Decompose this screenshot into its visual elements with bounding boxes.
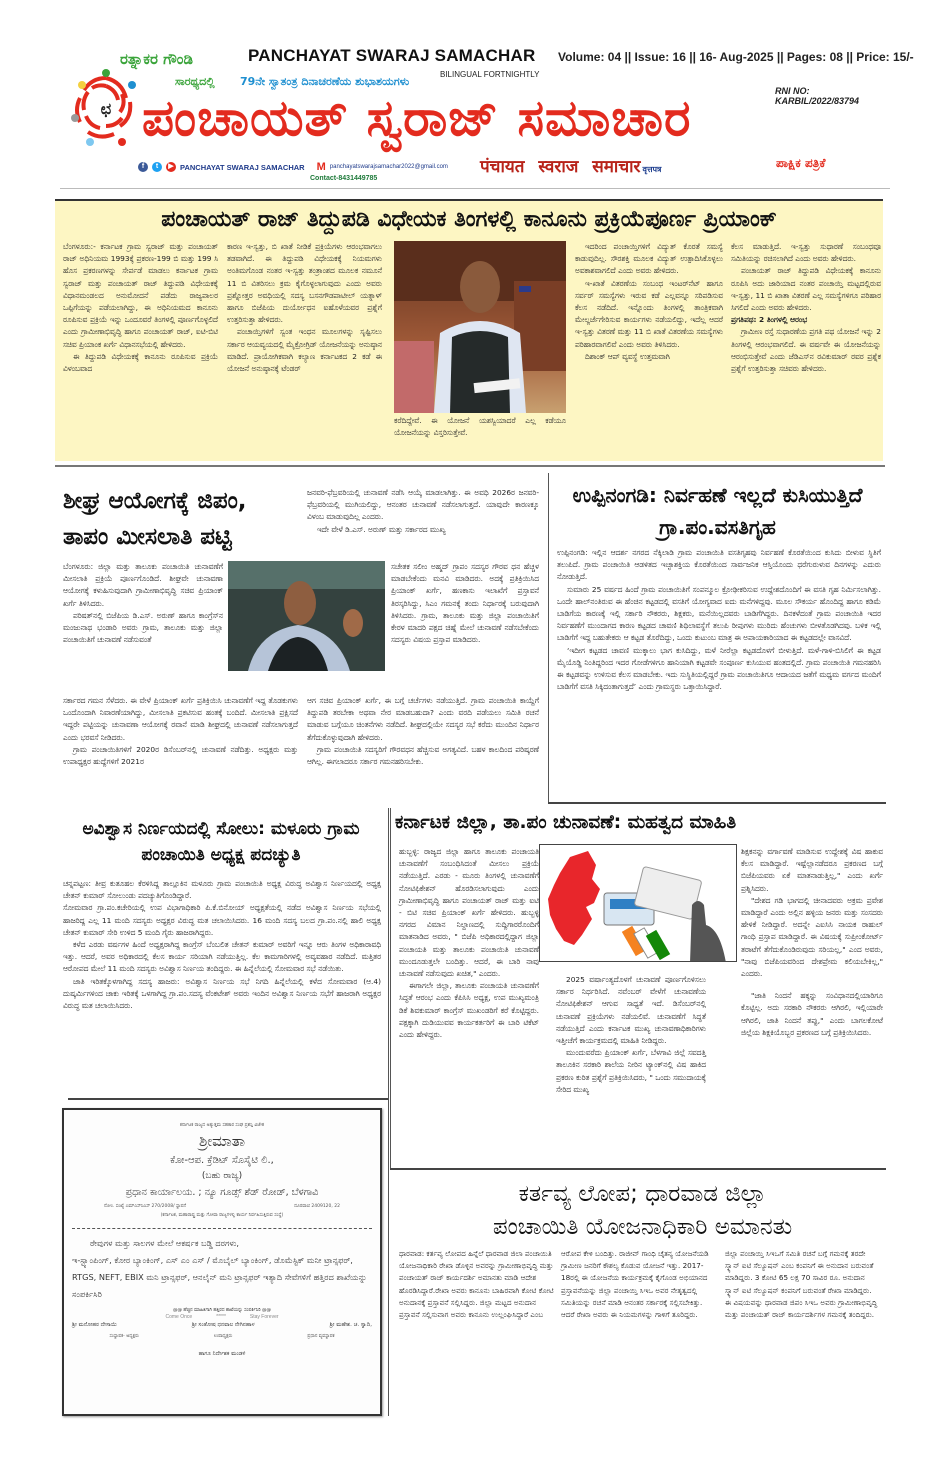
paragraph: ಜಾತಿ ಇರಿತಕ್ಕೊಳಗಾಗಿದ್ದ ಸದಸ್ಯ ಹಾಜರು: ಅವಿಶ್ವಾಸ ನಿರ್ಣಯ ಸಭೆ ನಿಗದಿ ಹಿನ್ನೆಲೆಯಲ್ಲಿ ಕಳೆದ ಸೋಮವಾರ (ಆ.4) ದುಷ್ಕರ್ಮಿಗಳಿಂದ ಚಾಕು ಇರಿತಕ್ಕೆ ಒಳಗಾಗಿದ್ದ ಗ್ರಾ.ಪಂ.ಸದಸ್ಯ ವೆಂಕಟೇಶ್ ಅವರು ಇಂದಿನ ಅವಿಶ್ವಾಸ ನಿರ್ಣಯ ಸಭೆಗೆ ಹಾಜರಾಗಿ ಅಧ್ಯಕ್ಷರ ವಿರುದ್ಧ ಮತ ಚಲಾಯಿಸಿದರು. bbox=[63, 976, 381, 1011]
paragraph: ಕರೆದಿದ್ದೇವೆ. ಈ ಯೋಜನೆ ಯಶಸ್ವಿಯಾದರೆ ಎಲ್ಲ ಕಡೆಯೂ ಯೋಜನೆಯನ್ನು ವಿಸ್ತರಿಸುತ್ತೇವೆ. bbox=[394, 416, 566, 438]
independence-greeting: 79ನೇ ಸ್ವಾತಂತ್ರ ದಿನಾಚರಣೆಯ ಶುಭಾಶಯಗಳು bbox=[240, 75, 410, 88]
paragraph: ಇದೇ ವೇಳೆ ಡಿ.ಎಸ್. ಅರುಣ್ ಮತ್ತು ಸರ್ಕಾರದ ಮುಖ್ಯ bbox=[317, 524, 446, 534]
paragraph: ಇ-ಖಾತೆ ವಿತರಣೆಯ ಸಂಬಂಧ ಇಂಟರ್‌ನೆಟ್ ಹಾಗೂ ಸರ್ವರ್ ಸಮಸ್ಯೆಗಳು ಇರುವ ಕಡೆ ಎಲ್ಲವನ್ನೂ ಸರಿಪಡಿಸುವ ಕೆಲಸ ನಡೆದಿದೆ. ಇನ್ನೊಂದು ತಿಂಗಳಲ್ಲಿ ತಾಂತ್ರಿಕವಾಗಿ ಮೇಲ್ದರ್ಜೆಗೇರಿಸುವ ಕಾರ್ಯಗಳು ನಡೆಯಲಿದ್ದು, ಇದೆಲ್ಲ ಆದರೆ ಇ-ಸ್ವತ್ತು ವಿತರಣೆ ಮತ್ತು 11 ಬಿ ಖಾತೆ ವಿತರಣೆಯ ಸಮಸ್ಯೆಗಳು ಪರಿಹಾರವಾಗಲಿವೆ ಎಂದು ಅವರು ತಿಳಿಸಿದರು. bbox=[575, 278, 723, 349]
article-2-left bbox=[63, 561, 223, 646]
ad-motto-mid: ***** bbox=[216, 1314, 226, 1320]
contact-number: Contact-8431449785 bbox=[310, 175, 378, 182]
ad-motto-left: Come Once bbox=[165, 1314, 193, 1320]
paragraph: ಜನವರಿ-ಫೆಬ್ರವರಿಯಲ್ಲಿ ಚುನಾವಣೆ ನಡೆಸಿ ಆಯ್ಕೆ ಮಾಡಲಾಗಿತ್ತು. ಈ ಅವಧಿ 2026ರ ಜನವರಿ-ಫೆಬ್ರವರಿಯಲ್ಲಿ ಮುಗಿಯಲಿದ್ದು, ಆನಂತರ ಚುನಾವಣೆ ನಡೆಸಲಾಗುತ್ತದೆ. ಯಾವುದೇ ಕಾರಣಕ್ಕೂ ವಿಳಂಬ ಮಾಡುವುದಿಲ್ಲ ಎಂದರು. bbox=[307, 488, 539, 522]
ad-services-line-1: ಠೇವುಗಳ ಮತ್ತು ಸಾಲಗಳ ಮೇಲೆ ಆಕರ್ಷಕ ಬಡ್ಡಿ ದರಗಳು, bbox=[90, 1238, 240, 1248]
twitter-icon[interactable]: t bbox=[152, 162, 162, 172]
kannada-title: ಪಂಚಾಯತ್ ಸ್ವರಾಜ್ ಸಮಾಚಾರ bbox=[142, 89, 692, 147]
paragraph: ಸುಮಾರು 25 ವರ್ಷದ ಹಿಂದೆ ಗ್ರಾಮ ಪಂಚಾಯಿತಿಗೆ ಸಂಪನ್ಮೂಲ ಕ್ರೋಢೀಕರಿಸುವ ಉದ್ದೇಶದೊಂದಿಗೆ ಈ ವಸತಿ ಗೃಹ ನಿರ್ಮಿಸಲಾಗಿತ್ತು. ಒಂದೇ ಹಾಲ್‌ನಂತಿರುವ ಈ ಹೆಂಚಿನ ಕಟ್ಟಡದಲ್ಲಿ ವಸತಿಗೆ ಯೋಗ್ಯವಾದ ಐದು ಮನೆಗಳಿದ್ದವು. ಮೂಲ ಸೌಕರ್ಯ ಹೊಂದಿದ್ದ ಹಾಗೂ ಕಡಿಮೆ ಬಾಡಿಗೆಯ ಕಾರಣಕ್ಕೆ ಇಲ್ಲಿ ಸರ್ಕಾರಿ ನೌಕರರು, ಶಿಕ್ಷಕರು, ಮನೆಯಿಲ್ಲದವರು ಬಾಡಿಗೆಗಿದ್ದರು. ದಿನಕಳೆದಂತೆ ಗ್ರಾಮ ಪಂಚಾಯಿತಿ ಇದರ ನಿರ್ವಹಣೆಗೆ ಮುಂದಾಗದ ಕಾರಣ ಕಟ್ಟಡದ ಚಾವಣಿ ಶಿಥಿಲಾವಸ್ಥೆಗೆ ತಲುಪಿ ರೀಪುಗಳು ಮುರಿದು ಹೆಂಚುಗಳು ಬೀಳತೊಡಗಿದವು. ಬಳಿಕ ಇಲ್ಲಿ ಬಾಡಿಗೆಗೆ ಇದ್ದ ಬಹುತೇಕರು ಆ ಕಟ್ಟಡ ತೊರೆದಿದ್ದು, ಒಂದು ಕುಟುಂಬ ಮಾತ್ರ ಈ ಅಪಾಯಕಾರಿಯಾದ ಈ ಕಟ್ಟಡದಲ್ಲೇ ವಾಸವಿದೆ. bbox=[557, 584, 881, 643]
article-hostel bbox=[548, 473, 886, 803]
paragraph: ಚನ್ನಪಟ್ಟಣ: ತೀವ್ರ ಕುತೂಹಲ ಕೆರಳಿಸಿದ್ದ ತಾಲ್ಲೂಕಿನ ಮಳೂರು ಗ್ರಾಮ ಪಂಚಾಯಿತಿ ಅಧ್ಯಕ್ಷ ವಿರುದ್ಧ ಅವಿಶ್ವಾಸ ನಿರ್ಣಯದಲ್ಲಿ ಅಧ್ಯಕ್ಷ ಚೇತನ್ ಕುಮಾರ್ ಸೋಲುಂಡು ಪದಚ್ಯುತಿಗೊಂಡಿದ್ದಾರೆ. bbox=[63, 879, 381, 901]
ad-official-3: ಶ್ರೀ ಮಹೇಶ. ಚ. ಸ್ವಾದಿ, bbox=[329, 1322, 372, 1328]
email-address[interactable]: panchayatswarajsamachar2022@gmail.com bbox=[329, 164, 448, 170]
paragraph: ಸರ್ಕಾರದ ಗಮನ ಸೆಳೆದರು. ಈ ವೇಳೆ ಪ್ರಿಯಾಂಕ್ ಖರ್ಗೆ ಪ್ರತಿಕ್ರಿಯಿಸಿ ಚುನಾವಣೆಗೆ ಇದ್ದ ತೊಡಕುಗಳು ಒಂದೊಂದಾಗಿ ನಿವಾರಣೆಯಾಗಿದ್ದು, ಮೀಸಲಾತಿ ಪ್ರಕಟಿಸುವ ಹಂತಕ್ಕೆ ಬಂದಿದೆ. ಮೀಸಲಾತಿ ಪ್ರಕ್ಷಿಸದೆ ಇದ್ದರೇ ಪಟ್ಟಿಯನ್ನು ಚುನಾವಣಾ ಆಯೋಗಕ್ಕೆ ರವಾನೆ ಮಾಡಿ ಶೀಘ್ರದಲ್ಲಿ ಚುನಾವಣೆ ನಡೆಸಲಾಗುತ್ತದೆ ಎಂದು ಭರವಸೆ ನೀಡಿದರು. bbox=[63, 696, 298, 742]
lead-column-5 bbox=[731, 241, 881, 375]
ad-official-2: ಶ್ರೀ ಸಂತೋಷ ಧನವಾಲ ನೇಗಿನಹಾಳ bbox=[191, 1322, 255, 1328]
article-6-column-2: ಆರೋಪ ಕೇಳಿ ಬಂದಿತ್ತು. ರಾಜೀವ್ ಗಾಂಧಿ ಚೈತನ್ಯ ಯೋಜನೆಯಡಿ ಗ್ರಾಮೀಣ ಜನರಿಗೆ ಕೌಶಲ್ಯ ಕೊಡುವ ಯೋಜನೆ ಇತ್ತು. 2017-18ರಲ್ಲಿ ಈ ಯೋಜನೆಯ ಕಾರ್ಯಕ್ರಮಕ್ಕೆ ಕೈಗೊಂಡ ಅಭಿಯಾನದ ಪ್ರಸ್ತಾವನೆಯನ್ನು ಜಿಲ್ಲಾ ಪಂಚಾಯ್ತಿ ಸಿಇಒ ಅವರ ನೇತೃತ್ವದಲ್ಲಿ ಸಮಿತಿಯನ್ನು ರಚನೆ ಮಾಡಿ ಆನಂತರ ಸರ್ಕಾರಕ್ಕೆ ಸಲ್ಲಿಸಬೇಕಿತ್ತು. ಆದರೆ ರೇಖಾ ಅವರು ಈ ನಿಯಮಗಳನ್ನು ಗಾಳಿಗೆ ತೂರಿದ್ದರು. bbox=[561, 1249, 709, 1320]
paragraph: ಗ್ರಾಮ ಪಂಚಾಯಿತಿ ಸದಸ್ಯರಿಗೆ ಗೌರವಧನ ಹೆಚ್ಚಿಸುವ ಅಗತ್ಯವಿದೆ. ಬಹಳ ಕಾಲದಿಂದ ಪರಿಷ್ಕರಣೆ ಆಗಿಲ್ಲ. ಈಗಲಾದರೂ ಸರ್ಕಾರ ಗಮನಹರಿಸಬೇಕು. bbox=[307, 744, 539, 767]
paragraph: ಬೆಂಗಳೂರು: ಜಿಲ್ಲಾ ಮತ್ತು ತಾಲೂಕು ಪಂಚಾಯಿತಿ ಚುನಾವಣೆಗೆ ಮೀಸಲಾತಿ ಪ್ರಕ್ರಿಯೆ ಪೂರ್ಣಗೊಂಡಿದೆ. ಶೀಘ್ರವೇ ಚುನಾವಣಾ ಆಯೋಗಕ್ಕೆ ಕಳುಹಿಸುವುದಾಗಿ ಗ್ರಾಮೀಣಾಭಿವೃದ್ಧಿ ಸಚಿವ ಪ್ರಿಯಾಂಕ್ ಖರ್ಗೆ ತಿಳಿಸಿದರು. bbox=[63, 562, 223, 608]
ad-motto-right: Stay Forever bbox=[249, 1314, 279, 1320]
article-5-column-1 bbox=[399, 846, 539, 1041]
article-5-column-3 bbox=[741, 846, 883, 1039]
karnataka-evm-graphic bbox=[539, 844, 737, 962]
article-5-rule bbox=[390, 1168, 886, 1170]
karnataka-map-illustration bbox=[540, 845, 737, 962]
paragraph: "ದೇಶದ ಗಡಿ ಭಾಗದಲ್ಲಿ ಚೀನಾದವರು ಅಕ್ರಮ ಪ್ರವೇಶ ಮಾಡಿದ್ದಾರೆ ಎಂದು ಅಲ್ಲಿನ ಹಳ್ಳಿಯ ಜನರು ಮತ್ತು ಸಂಸದರು ಹೇಳಿಕೆ ನೀಡಿದ್ದಾರೆ. ಅದನ್ನೇ ಎಐಸಿಸಿ ನಾಯಕ ರಾಹುಲ್ ಗಾಂಧಿ ಪ್ರಸ್ತಾಪ ಮಾಡಿದ್ದಾರೆ. ಈ ವಿಷಯಕ್ಕೆ ಸುಪ್ರೀಂಕೋರ್ಟ್ ತರಾಟೆಗೆ ತೆಗೆದುಕೊಂಡಿರುವುದು ಸರಿಯಲ್ಲ," ಎಂದ ಅವರು, "ನಾವು ಬಿಜೆಪಿಯವರಿಂದ ದೇಶಪ್ರೇಮ ಕಲಿಯಬೇಕಿಲ್ಲ," ಎಂದರು. bbox=[741, 895, 883, 979]
ad-subtitle: ಕೋ-ಆಪ. ಕ್ರೆಡಿಟ್ ಸೊಸೈಟಿ ಲಿ., bbox=[170, 1155, 274, 1166]
paragraph: ಕಳೆದ ಎರಡು ವರ್ಷಗಳ ಹಿಂದೆ ಅಧ್ಯಕ್ಷರಾಗಿದ್ದ ಕಾಂಗ್ರೆಸ್ ಬೆಂಬಲಿತ ಚೇತನ್ ಕುಮಾರ್ ಅವರಿಗೆ ಇನ್ನೂ ಆರು ತಿಂಗಳ ಅಧಿಕಾರಾವಧಿ ಇತ್ತು. ಆದರೆ, ಅವರ ಅಧಿಕಾರದಲ್ಲಿ ಕೆಲಸ ಕಾರ್ಯ ಸರಿಯಾಗಿ ನಡೆಯುತ್ತಿಲ್ಲ. ಕೆಲ ಕಾಮಗಾರಿಗಳಲ್ಲಿ ಅವ್ಯವಹಾರ ನಡೆದಿದೆ. ಮತ್ತಿತರ ಆರೋಪದ ಮೇಲೆ 11 ಮಂದಿ ಸದಸ್ಯರು ಅವಿಶ್ವಾಸ ನಿರ್ಣಯ ತಂದಿದ್ದರು. ಈ ಹಿನ್ನೆಲೆಯಲ್ಲಿ ಸೋಮವಾರ ಸಭೆ ನಡೆಯಿತು. bbox=[63, 940, 381, 974]
paragraph: ಆಗ ಸಚಿವ ಪ್ರಿಯಾಂಕ್ ಖರ್ಗೆ, ಈ ಬಗ್ಗೆ ಚರ್ಚೆಗಳು ನಡೆಯುತ್ತಿದೆ. ಗ್ರಾಮ ಪಂಚಾಯಿತಿ ಕಾಯ್ದೆಗೆ ತಿದ್ದುಪಡಿ ತರಬೇಕಾ ಅಥವಾ ನೇರ ಮಾಡಬಹುದಾ? ಎಂದು ವರದಿ ಪಡೆಯಲು ಸಮಿತಿ ರಚನೆ ಮಾಡುವ ಬಗ್ಗೆಯೂ ಚಿಂತನೆಗಳು ನಡೆದಿದೆ. ಶೀಘ್ರದಲ್ಲಿಯೇ ಸದಸ್ಯರ ಸಭೆ ಕರೆದು ಮುಂದಿನ ನಿರ್ಧಾರ ತೆಗೆದುಕೊಳ್ಳುವುದಾಗಿ ಹೇಳಿದರು. bbox=[307, 696, 539, 742]
paragraph: ಈ ತಿದ್ದುಪಡಿ ವಿಧೇಯಕಕ್ಕೆ ಕಾನೂನು ರೂಪಿಸುವ ಪ್ರಕ್ರಿಯೆ ವಿಳಂಬವಾದ bbox=[63, 351, 218, 374]
ad-multistate: (ಬಹು ರಾಜ್ಯ) bbox=[201, 1171, 243, 1181]
lead-column-4 bbox=[575, 241, 723, 363]
article-6-column-1: ಧಾರವಾಡ: ಕರ್ತವ್ಯ ಲೋಪದ ಹಿನ್ನೆಲೆ ಧಾರವಾಡ ಜಿಲಾ ಪಂಚಾಯಿತಿ ಯೋಜನಾಧಿಕಾರಿ ರೇಖಾ ಡೊಳ್ಳಿನ ಅವರನ್ನು ಗ್ರಾಮೀಣಾಭಿವೃದ್ಧಿ ಮತ್ತು ಪಂಚಾಯತ್ ರಾಜ್ ಕಾರ್ಯದರ್ಶಿ ಅಮಾನತು ಮಾಡಿ ಆದೇಶ ಹೊರಡಿಸಿದ್ದಾರೆ.ರೇಖಾ ಅವರು ಕಾನೂನು ಬಾಹಿರವಾಗಿ ಕೋಟಿ ಕೋಟಿ ಅನುದಾನಕ್ಕೆ ಪ್ರಸ್ತಾವನೆ ಸಲ್ಲಿಸಿದ್ದರು. ಜಿಲ್ಲಾ ಮಟ್ಟದ ಅನುದಾನ ಪ್ರಸ್ತಾವನೆ ಸಲ್ಲಿಸುವಾಗ ಅವರು ಕಾನೂನು ಉಲ್ಲಂಘಿಸಿದ್ದಾರೆ ಎಂಬ bbox=[399, 1249, 554, 1320]
panchayat-logo-icon bbox=[70, 68, 142, 148]
ad-society-name: ಶ್ರೀಮಾತಾ bbox=[198, 1132, 245, 1150]
article-2-headline: ಶೀಘ್ರ ಆಯೋಗಕ್ಕೆ ಜಿಪಂ, ತಾಪಂ ಮೀಸಲಾತಿ ಪಟ್ಟಿ bbox=[63, 488, 247, 550]
article-no-confidence bbox=[55, 812, 387, 1070]
paragraph: "ಜಾತಿ ನಿಂದನೆ ಹಕ್ಕನ್ನು ಸಂವಿಧಾನದಲ್ಲಿಯಾರಿಗೂ ಕೊಟ್ಟಿಲ್ಲ. ಅದು ಸರಕಾರಿ ನೌಕರರು ಆಗಿರಲಿ, ಇಲ್ಲಿಯಾರೇ ಆಗಿರಲಿ, ಜಾತಿ ನಿಂದನೆ ತಪ್ಪು," ಎಂದು ಬಾಗಲಕೋಟೆ ಜಿಲ್ಲೆಯ ಶಿಕ್ಷಕಿಯೊಬ್ಬರ ಪ್ರಕರಣದ ಬಗ್ಗೆ ಪ್ರತಿಕ್ರಿಯಿಸಿದರು. bbox=[741, 991, 883, 1037]
social-bar bbox=[138, 161, 448, 173]
ad-role-3: ಪ್ರಧಾನ ವ್ಯವಸ್ಥಾಪಕ bbox=[307, 1334, 335, 1339]
article-4-rule bbox=[68, 1098, 388, 1100]
article-3-headline: ಉಪ್ಪಿನಂಗಡಿ: ನಿರ್ವಹಣೆ ಇಲ್ಲದೆ ಕುಸಿಯುತ್ತಿದೆ ಗ್ರಾ.ಪಂ.ವಸತಿಗೃಹ bbox=[572, 483, 863, 539]
social-name: PANCHAYAT SWARAJ SAMACHAR bbox=[180, 162, 305, 172]
article-2-bottom-left bbox=[63, 695, 298, 768]
section-rule bbox=[55, 465, 885, 467]
mail-icon: M bbox=[316, 161, 326, 173]
paragraph: ಶಿಕ್ಷಕನನ್ನು ವರ್ಗಾವಣೆ ಮಾಡಿಸುವ ಉದ್ದೇಶಕ್ಕೆ ವಿಷ ಹಾಕುವ ಕೆಲಸ ಮಾಡಿದ್ದಾರೆ. ಇಷ್ಟೆಲ್ಲಾನಡೆದರೂ ಪ್ರಕರಣದ ಬಗ್ಗೆ ಬಿಜೆಪಿಯವರು ಏಕೆ ಮಾತನಾಡುತ್ತಿಲ್ಲ," ಎಂದು ಖರ್ಗೆ ಪ್ರಶ್ನಿಸಿದರು. bbox=[741, 847, 883, 893]
ad-official-1: ಶ್ರೀ ಮನೋಹರ ದೇಸಾಯಿ bbox=[72, 1322, 117, 1328]
ad-role-1: ಸಂಸ್ಥಾಪಕ- ಅಧ್ಯಕ್ಷರು bbox=[109, 1334, 139, 1339]
paragraph: ‘ಇದೀಗ ಕಟ್ಟಡದ ಚಾವಣಿ ಮುಕ್ಕಾಲು ಭಾಗ ಕುಸಿದಿದ್ದು, ಮಳೆ ನೀರೆಲ್ಲಾ ಕಟ್ಟಡದೊಳಗೆ ಬೀಳುತ್ತಿದೆ. ಮಳೆ-ಗಾಳಿ-ಬಿಸಿಲಿಗೆ ಈ ಕಟ್ಟಡ ಮೈಯೊಡ್ಡಿ ನಿಂತಿದ್ದರಿಂದ ಇದರ ಗೋಡೆಗಳಿಗೂ ಹಾನಿಯಾಗಿ ಕಟ್ಟಡವೇ ಸಂಪೂರ್ಣ ಕುಸಿಯುವ ಹಂತದಲ್ಲಿದೆ. ಗ್ರಾಮ ಪಂಚಾಯಿತಿ ಗಮನಹರಿಸಿ ಈ ಕಟ್ಟಡವನ್ನು ಉಳಿಸುವ ಕೆಲಸ ಮಾಡಬೇಕು. ಇದು ಸುಸ್ಥಿತಿಯಲ್ಲಿದ್ದರೆ ಗ್ರಾಮ ಪಂಚಾಯಿತಿಗೂ ಆದಾಯದ ಜತೆಗೆ ಮಧ್ಯಮ ವರ್ಗದ ಮಂದಿಗೆ ಬಾಡಿಗೆಗೆ ವಸತಿ ಸಿಕ್ಕಿದಂತಾಗುತ್ತದೆ’ ಎಂದು ಗ್ರಾಮಸ್ಥರು ಒತ್ತಾಯಿಸಿದ್ದಾರೆ. bbox=[557, 645, 881, 692]
article-2-right bbox=[391, 561, 539, 646]
hindi-title bbox=[480, 154, 661, 177]
patron-sub: ಸಾರಥ್ಯದಲ್ಲಿ bbox=[175, 75, 215, 88]
facebook-icon[interactable]: f bbox=[138, 162, 148, 172]
article-2-bottom-right bbox=[307, 695, 539, 768]
ad-officials bbox=[64, 1320, 380, 1329]
paragraph: ಕೆಲಸ ಮಾಡುತ್ತಿದೆ. ಇ-ಸ್ವತ್ತು ಸುಧಾರಣೆ ಸಂಬಂಧವೂ ಸಮಿತಿಯನ್ನು ರಚಿಸಲಾಗಿದೆ ಎಂದು ಅವರು ಹೇಳಿದರು. bbox=[731, 242, 881, 264]
paragraph: ಕಾರಣ ಇ-ಸ್ವತ್ತು, ಬಿ ಖಾತೆ ನೀಡಿಕೆ ಪ್ರಕ್ರಿಯೆಗಳು ಆರಂಭವಾಗಲು ತಡವಾಗಿದೆ. ಈ ತಿದ್ದುಪಡಿ ವಿಧೇಯಕಕ್ಕೆ ನಿಯಮಗಳು ಅಂತಿಮಗೊಂಡ ನಂತರ ಇ-ಸ್ವತ್ತು ತಂತ್ರಾಂಶದ ಮೂಲಕ ನಮೂನೆ 11 ಬಿ ವಿತರಿಸಲು ಕ್ರಮ ಕೈಗೊಳ್ಳಲಾಗುವುದು ಎಂದು ಅವರು ಪ್ರಶ್ನೋತ್ತರ ಅವಧಿಯಲ್ಲಿ ಸದಸ್ಯ ಬಸನಗೌಡಪಾಟೀಲ್ ಯತ್ನಾಳ್ ಹಾಗೂ ಬಿಜೆಪಿಯ ದುರ್ಯೋಧನ ಐಹೊಳೆಯವರ ಪ್ರಶ್ನೆಗೆ ಉತ್ತರಿಸುತ್ತಾ ಹೇಳಿದರು. bbox=[227, 242, 382, 325]
lead-photo-caption bbox=[394, 415, 566, 439]
youtube-icon[interactable]: ▶ bbox=[166, 162, 176, 172]
ad-services-line-2: ಇ-ಸ್ಟ್ಯಾಂಪಿಂಗ್, ಕೋರ ಬ್ಯಾಂಕಿಂಗ್, ಎಸ್ ಎಂ ಎಸ್ / ಮೊಬೈಲ್ ಬ್ಯಾಂಕಿಂಗ್, ಡೊಮೆಸ್ಟಿಕ್ ಮನೀ ಟ್ರಾನ್ಸಫರ್, RTGS, NEFT, EBIX ಮನಿ ಟ್ರಾನ್ಸಫರ್, ಆನಲೈನ್ ಮನಿ ಟ್ರಾನ್ಸಫರ್ ಇತ್ಯಾದಿ ಸೇವೆಗಳಿಗೆ ಹತ್ತಿರದ ಶಾಖೆಯನ್ನು ಸಂಪರ್ಕಿಸಿರಿ bbox=[72, 1255, 367, 1299]
paragraph: ಪರಿಷತ್‌ನಲ್ಲಿ ಬಿಜೆಪಿಯ ಡಿ.ಎಸ್. ಅರುಣ್ ಹಾಗೂ ಕಾಂಗ್ರೆಸ್‌ನ ಮಂಜುನಾಥ ಭಂಡಾರಿ ಅವರು ಗ್ರಾಮ, ತಾಲೂಕು ಮತ್ತು ಜಿಲ್ಲಾ ಪಂಚಾಯಿತಿಗೆ ಚುನಾವಣೆ ನಡೆಸುವಂತೆ bbox=[63, 610, 223, 645]
paragraph: ಗ್ರಾಮೀಣ ರಸ್ತೆ ಸುಧಾರಣೆಯ ಪ್ರಗತಿ ಪಥ ಯೋಜನೆ ಇನ್ನು 2 ತಿಂಗಳಲ್ಲಿ ಆರಂಭವಾಗಲಿದೆ. ಈ ವರ್ಷವೇ ಈ ಯೋಜನೆಯನ್ನು ಆರಂಭಿಸುತ್ತೇವೆ ಎಂದು ಜೆಡಿಎಸ್‌ನ ರವಿಕುಮಾರ್ ರವರ ಪ್ರಶ್ನೆಕ ಪ್ರಶ್ನೆಗೆ ಉತ್ತರಿಸುತ್ತಾ ಸಚಿವರು ಹೇಳಿದರು. bbox=[731, 327, 881, 374]
ad-phone: ದೂರವಾಣಿ 2409120, 22 bbox=[294, 1204, 340, 1209]
column-divider bbox=[388, 808, 389, 1416]
subheading: ಪ್ರಗತಿಪಥ: 2 ತಿಂಗಳಲ್ಲಿ ಆರಂಭ bbox=[731, 315, 808, 325]
paragraph: ಹುಬ್ಬಳ್ಳಿ: ರಾಜ್ಯದ ಜಿಲ್ಲಾ ಹಾಗೂ ತಾಲೂಕು ಪಂಚಾಯತಿ ಚುನಾವಣೆಗೆ ಸಂಬಂಧಿಸಿದಂತೆ ಮೀಸಲು ಪ್ರಕ್ರಿಯೆ ನಡೆಯುತ್ತಿದೆ. ಎರಡು - ಮೂರು ತಿಂಗಳಲ್ಲಿ ಚುನಾವಣೆಗೆ ನೋಟಿಫಿಕೇಶನ್ ಹೊರಡಿಸಲಾಗುವುದು ಎಂದು ಗ್ರಾಮೀಣಾಭಿವೃದ್ಧಿ ಹಾಗೂ ಪಂಚಾಯತ್ ರಾಜ್ ಮತ್ತು ಐಟಿ - ಬಿಟಿ ಸಚಿವ ಪ್ರಿಯಾಂಕ್ ಖರ್ಗೆ ಹೇಳಿದರು. ಹುಬ್ಬಳ್ಳಿ ನಗರದ ವಿಮಾನ ನಿಲ್ದಾಣದಲ್ಲಿ ಸುದ್ದಿಗಾರರೊಂದಿಗೆ ಮಾತನಾಡಿದ ಅವರು, " ಬಿಜೆಪಿ ಅಧಿಕಾರದಲ್ಲಿದ್ದಾಗ ಜಿಲ್ಲಾ ಪಂಚಾಯತಿ ಮತ್ತು ತಾಲೂಕು ಪಂಚಾಯಿತಿ ಚುನಾವಣೆ ಮುಂದೂಡುತ್ತಲೇ ಬಂದಿತ್ತು. ಆದರೆ, ಈ ಬಾರಿ ನಾವು ಚುನಾವಣೆ ನಡೆಸುವುದು ಖಚಿತ," ಎಂದರು. bbox=[399, 847, 539, 979]
paragraph: ಗ್ರಾಮ ಪಂಚಾಯಿತಿಗಳಿಗೆ 2020ರ ಡಿಸೆಂಬರ್‌ನಲ್ಲಿ ಚುನಾವಣೆ ನಡೆದಿತ್ತು. ಅಧ್ಯಕ್ಷರು ಮತ್ತು ಉಪಾಧ್ಯಕ್ಷರ ಹುದ್ದೆಗಳಿಗೆ 2021ರ bbox=[63, 744, 298, 767]
paragraph: ಪಂಚಾಯತ್ ರಾಜ್ ತಿದ್ದುಪಡಿ ವಿಧೇಯಕಕ್ಕೆ ಕಾನೂನು ರೂಪಿಸಿ ಅದು ಜಾರಿಯಾದ ನಂತರ ಪಂಚಾಯ್ತಿ ಮಟ್ಟದಲ್ಲಿರುವ ಇ-ಸ್ವತ್ತು, 11 ಬಿ ಖಾತಾ ವಿತರಣೆ ಎಲ್ಲ ಸಮಸ್ಯೆಗಳಿಗೂ ಪರಿಹಾರ ಸಿಗಲಿದೆ ಎಂದು ಅವರು ಹೇಳಿದರು. bbox=[731, 266, 881, 313]
hindi-small: वृत्तपत्र bbox=[642, 164, 662, 174]
minister-gesture-illustration bbox=[228, 561, 385, 671]
ad-registration bbox=[64, 1203, 380, 1209]
lead-column-2 bbox=[227, 241, 382, 375]
paragraph: ಪಂಚಾಯ್ತಿಗಳಿಗೆ ಸ್ವಂತ ಇಂಧನ ಮೂಲಗಳನ್ನು ಸೃಷ್ಟಿಸಲು ಸರ್ಕಾರ ಆಯವ್ಯಯದಲ್ಲಿ ಮೈಕ್ರೋಗ್ರಿಡ್ ಯೋಜನೆಯನ್ನು ಅನುಷ್ಠಾನ ಮಾಡಿದೆ. ಪ್ರಾಯೋಗಿಕವಾಗಿ ಕಲ್ಯಾಣ ಕರ್ನಾಟಕದ 2 ಕಡೆ ಈ ಯೋಜನೆ ಅನುಷ್ಠಾನಕ್ಕೆ ಟೆಂಡರ್ bbox=[227, 327, 383, 374]
lead-column-1 bbox=[63, 241, 218, 375]
article-suspension bbox=[395, 1172, 890, 1412]
article-4-body bbox=[63, 878, 381, 1012]
patron-name: ರತ್ನಾಕರ ಗೌಂಡಿ bbox=[120, 50, 193, 68]
article-5-headline: ಕರ್ನಾಟಕ ಜಿಲ್ಲಾ, ತಾ.ಪಂ ಚುನಾವಣೆ: ಮಹತ್ವದ ಮಾಹಿತಿ bbox=[395, 812, 737, 833]
lead-article bbox=[55, 199, 883, 461]
ad-role-2: ಉಪಾಧ್ಯಕ್ಷರು bbox=[213, 1334, 233, 1339]
bilingual-label: BILINGUAL FORTNIGHTLY bbox=[440, 70, 540, 79]
masthead-rule bbox=[60, 188, 890, 189]
ad-roles bbox=[64, 1329, 380, 1339]
minister-speaking-photo bbox=[394, 241, 566, 413]
article-6-headline bbox=[395, 1178, 890, 1244]
article-reservation-list bbox=[55, 473, 543, 803]
ad-contact-line: @@ ಹೆಚ್ಚಿನ ಮಾಹಿತಿಗಾಗಿ ಹತ್ತಿರದ ಶಾಖೆಯನ್ನು ಸಂಪರ್ಕಿಸಿರಿ @@ bbox=[172, 1308, 272, 1313]
article-6-column-3: ಜಿಲ್ಲಾ ಪಂಚಾಯ್ತಿ ಸಿಇಒಗೆ ಸಮಿತಿ ರಚನೆ ಬಗ್ಗೆ ಗಮನಕ್ಕೆ ತರದೇ ಸ್ಕ್ಯಾನ್ ಐಟಿ ಸೆಲ್ಯೂಷನ್ ಎಂಬ ಕಂಪನಿಗೆ ಈ ಅನುದಾನ ಬರುವಂತೆ ಮಾಡಿದ್ದರು. 3 ಕೋಟಿ 65 ಲಕ್ಷ 70 ಸಾವಿರ ರೂ. ಅನುದಾನ ಸ್ಕ್ಯಾನ್ ಐಟಿ ಸೆಲ್ಯೂಷನ್ ಕಂಪನಿಗೆ ಬರುವಂತೆ ರೇಖಾ ಮಾಡಿದ್ದರು. ಈ ವಿಷಯವನ್ನು ಧಾರವಾಡ ಜಿಪಂ ಸಿಇಒ ಅವರು ಗ್ರಾಮೀಣಾಭಿವೃದ್ಧಿ ಮತ್ತು ಪಂಚಾಯತ್ ರಾಜ್ ಕಾರ್ಯದರ್ಶಿಗಳ ಗಮನಕ್ಕೆ ತಂದಿದ್ದರು. bbox=[725, 1249, 878, 1320]
paragraph: ಸಚೇತಕ ಸಲೀಂ ಅಹ್ಮದ್ ಗ್ರಾಪಂ ಸದಸ್ಯರ ಗೌರವ ಧನ ಹೆಚ್ಚಳ ಮಾಡಬೇಕೆಂದು ಮನವಿ ಮಾಡಿದರು. ಅದಕ್ಕೆ ಪ್ರತಿಕ್ರಿಯಿಸಿದ ಪ್ರಿಯಾಂಕ್ ಖರ್ಗೆ, ಹಣಕಾಸು ಇಲಾಖೆಗೆ ಪ್ರಸ್ತಾವನೆ ತಿರಸ್ಕರಿಸಿದ್ದು, ಸಿಎಂ ಗಮನಕ್ಕೆ ತಂದು ನಿರ್ಧಾರಕ್ಕೆ ಬರುವುದಾಗಿ ತಿಳಿಸಿದರು. ಗ್ರಾಮ, ತಾಲೂಕು ಮತ್ತು ಜಿಲ್ಲಾ ಪಂಚಾಯಿತಿಗೆ ಕೇರಳ ಮಾದರಿ ಪಕ್ಷದ ಚಿಹ್ನೆ ಮೇಲೆ ಚುನಾವಣೆ ನಡೆಸಬೇಕೆಂದು ಸದಸ್ಯರು ವಿಷಯ ಪ್ರಸ್ತಾಪ ಮಾಡಿದರು. bbox=[391, 562, 539, 645]
ad-reg-sub: (ಕರ್ನಾಟಕ, ಮಹಾರಾಷ್ಟ್ರ ಮತ್ತು ಗೋವಾ ರಾಜ್ಯಗಳಲ್ಲಿ ಕಾರ್ಯ ನಿರ್ವಹಿಸುತ್ತಿರುವ ಸಂಸ್ಥೆ) bbox=[160, 1213, 284, 1218]
fortnightly-label: ಪಾಕ್ಷಿಕ ಪತ್ರಿಕೆ bbox=[776, 156, 826, 170]
paragraph: ಸೋಮವಾರ ಗ್ರಾ.ಪಂ.ಕಚೇರಿಯಲ್ಲಿ ಉಪ ವಿಭಾಗಾಧಿಕಾರಿ ಪಿ.ಕೆ.ಬಿನೋಯ್ ಅಧ್ಯಕ್ಷತೆಯಲ್ಲಿ ನಡೆದ ಅವಿಶ್ವಾಸ ನಿರ್ಣಯ ಸಭೆಯಲ್ಲಿ ಹಾಜರಿದ್ದ ಎಲ್ಲ 11 ಮಂದಿ ಸದಸ್ಯರು ಅಧ್ಯಕ್ಷರ ವಿರುದ್ಧ ಮತ ಚಲಾಯಿಸಿದರು. 16 ಮಂದಿ ಸದಸ್ಯ ಬಲದ ಗ್ರಾ.ಪಂ.ನಲ್ಲಿ ಹಾಲಿ ಅಧ್ಯಕ್ಷ ಚೇತನ್ ಕುಮಾರ್ ಸೇರಿ ಉಳಿದ 5 ಮಂದಿ ಗೈರು ಹಾಜರಾಗಿದ್ದರು. bbox=[63, 903, 381, 937]
paragraph: 2025 ವರ್ಷಾಂತ್ಯದೊಳಗೆ ಚುನಾವಣೆ ಪೂರ್ಣಗೊಳಿಸಲು ಸರ್ಕಾರ ನಿರ್ಧರಿಸಿದೆ. ನವೆಂಬರ್ ವೇಳೆಗೆ ಚುನಾವಣೆಯ ನೋಟಿಫಿಕೇಶನ್ ಆಗುವ ಸಾಧ್ಯತೆ ಇದೆ. ಡಿಸೆಂಬರ್‌ನಲ್ಲಿ ಚುನಾವಣೆ ಪ್ರಕ್ರಿಯೆಗಳು ನಡೆಯಲಿವೆ. ಚುನಾವಣೆಗೆ ಸಿದ್ಧತೆ ನಡೆಯುತ್ತಿದೆ ಎಂದು ಕರ್ನಾಟಕ ಮುಖ್ಯ ಚುನಾವಣಾಧಿಕಾರಿಗಳು ಇತ್ತೀಚೆಗೆ ಕಾರ್ಯಕ್ರಮದಲ್ಲಿ ಮಾಹಿತಿ ನೀಡಿದ್ದರು. bbox=[556, 975, 706, 1046]
ad-head-office: ಪ್ರಧಾನ ಕಾರ್ಯಾಲಯ. ; ನ್ಯೂ ಗೂಡ್ಸ್ ಶೆಡ್ ರೋಡ್, ಬೆಳಗಾವಿ bbox=[125, 1187, 319, 1198]
article-election-info bbox=[390, 808, 886, 1168]
headline-line-2: ಪಂಚಾಯಿತಿ ಯೋಜನಾಧಿಕಾರಿ ಅಮಾನತು bbox=[492, 1214, 793, 1240]
paragraph: ದಿಶಾಂಕ್ ಆಪ್ ವ್ಯವಸ್ಥೆ ಉತ್ತಮವಾಗಿ bbox=[585, 351, 670, 361]
paragraph: ಮುಂದುವರೆದು ಪ್ರಿಯಾಂಕ್ ಖರ್ಗೆ, ಬೆಳಗಾವಿ ಜಿಲ್ಲೆ ಸವದತ್ತಿ ತಾಲೂಕಿನ ಸರಕಾರಿ ಶಾಲೆಯ ನೀರಿನ ಟ್ಯಾಂಕ್‌ನಲ್ಲಿ ವಿಷ ಹಾಕಿದ ಪ್ರಕರಣ ಕುರಿತ ಪ್ರಶ್ನೆಗೆ ಪ್ರತಿಕ್ರಿಯಿಸಿದರು, " ಒಂದು ಸಮುದಾಯಕ್ಕೆ ಸೇರಿದ ಮುಖ್ಯ bbox=[556, 1048, 706, 1094]
article-2-top-right bbox=[307, 487, 539, 536]
shrimata-bank-advertisement bbox=[62, 1108, 382, 1416]
article-3-body bbox=[557, 547, 881, 693]
ad-board: ಹಾಗೂ ನಿರ್ದೇಶಕ ಮಂಡಳಿ bbox=[198, 1351, 246, 1357]
paragraph: ಈಗಾಗಲೇ ಜಿಲ್ಲಾ, ತಾಲೂಕು ಪಂಚಾಯತಿ ಚುನಾವಣೆಗೆ ಸಿದ್ಧತೆ ಆರಂಭ ಎಂದು ಕೆಪಿಸಿಸಿ ಅಧ್ಯಕ್ಷ, ಉಪ ಮುಖ್ಯಮಂತ್ರಿ ಡಿಕೆ ಶಿವಕುಮಾರ್ ಕಾಂಗ್ರೆಸ್ ಮುಖಂಡರಿಗೆ ಕರೆ ಕೊಟ್ಟಿದ್ದರು. ಪಕ್ಷಕ್ಕಾಗಿ ದುಡಿಯುವವ ಕಾರ್ಯಕರ್ತರಿಗೆ ಈ ಬಾರಿ ಟಿಕೆಟ್ ಎಂದು ಹೇಳಿದ್ದರು. bbox=[399, 981, 539, 1040]
paragraph: ಉಪ್ಪಿನಂಗಡಿ: ಇಲ್ಲಿನ ಆದರ್ಶ ನಗರದ ನೆಕ್ಕಿಲಾಡಿ ಗ್ರಾಮ ಪಂಚಾಯಿತಿ ವಸತಿಗೃಹವು ನಿರ್ವಹಣೆ ಕೊರತೆಯಿಂದ ಕುಸಿದು ಬೀಳುವ ಸ್ಥಿತಿಗೆ ತಲುಪಿದೆ. ಗ್ರಾಮ ಪಂಚಾಯಿತಿ ಆಡಳಿತದ ಇಚ್ಛಾಶಕ್ತಿಯ ಕೊರತೆಯಿಂದ ಸಾರ್ವಜನಿಕ ಆಸ್ತಿಯೊಂದು ಧರೆಗುರುಳುವ ದಿನಗಳನ್ನು ಎದುರು ನೋಡುತ್ತಿದೆ. bbox=[557, 548, 881, 582]
ad-services bbox=[64, 1229, 380, 1303]
headline-line-1: ಕರ್ತವ್ಯ ಲೋಪ; ಧಾರವಾಡ ಜಿಲ್ಲಾ bbox=[518, 1181, 767, 1207]
ad-reg-number: ನೋಂ. ಸಂಖ್ಯೆ ಎಮ್‌ಎಸ್‌ಸಿಎಸ್ 270/2008/ ಸ್ಥಾಪನೆ bbox=[104, 1204, 187, 1209]
minister-photo bbox=[228, 561, 385, 671]
article-5-column-2 bbox=[556, 974, 706, 1096]
logo-letter: ಛ bbox=[100, 99, 112, 118]
article-4-headline: ಅವಿಶ್ವಾಸ ನಿರ್ಣಯದಲ್ಲಿ ಸೋಲು: ಮಳೂರು ಗ್ರಾಮ ಪಂಚಾಯಿತಿ ಅಧ್ಯಕ್ಷ ಪದಚ್ಯುತಿ bbox=[82, 819, 360, 865]
paragraph: ಇದರಿಂದ ಪಂಚಾಯ್ತಿಗಳಿಗೆ ವಿದ್ಯುತ್ ಕೊರತೆ ಸಮಸ್ಯೆ ಕಾಡುವುದಿಲ್ಲ. ಸೌರಶಕ್ತಿ ಮೂಲಕ ವಿದ್ಯುತ್ ಉತ್ಪಾದಿಸಿಕೊಳ್ಳಲು ಅವಕಾಶವಾಗಲಿದೆ ಎಂದು ಅವರು ಹೇಳಿದರು. bbox=[575, 242, 723, 276]
lead-headline: ಪಂಚಾಯತ್ ರಾಜ್ ತಿದ್ದುಪಡಿ ವಿಧೇಯಕ ತಿಂಗಳಲ್ಲಿ ಕಾನೂನು ಪ್ರಕ್ರಿಯೆಪೂರ್ಣ ಪ್ರಿಯಾಂಕ್ bbox=[161, 207, 777, 232]
english-title: PANCHAYAT SWARAJ SAMACHAR bbox=[248, 46, 536, 65]
ad-tagline: ಕರ್ನಾಟಕ ರಾಜ್ಯದ ಅತ್ಯುತ್ತಮ ಸಹಕಾರ ಸಂಘ ಪ್ರಶಸ್ತಿ ವಿಜೇತ bbox=[179, 1123, 265, 1128]
masthead bbox=[60, 40, 914, 188]
minister-illustration bbox=[394, 241, 566, 413]
rni-number: RNI NO: KARBIL/2022/83794 bbox=[775, 86, 860, 106]
hindi-title-text: पंचायत स्वराज समाचार bbox=[480, 157, 641, 177]
paragraph: ಬೆಂಗಳೂರು:- ಕರ್ನಾಟಕ ಗ್ರಾಮ ಸ್ವರಾಜ್ ಮತ್ತು ಪಂಚಾಯತ್ ರಾಜ್ ಅಧಿನಿಯಮ 1993ಕ್ಕೆ ಪ್ರಕರಣ-199 ಬಿ ಮತ್ತು 199 ಸಿ ಹೊಸ ಪ್ರಕರಣಗಳನ್ನು ಸೇರ್ಪಡೆ ಮಾಡಲು ಕರ್ನಾಟಕ ಗ್ರಾಮ ಸ್ವರಾಜ್ ಮತ್ತು ಪಂಚಾಯತ್ ರಾಜ್ ತಿದ್ದುಪಡಿ ವಿಧೇಯಕಕ್ಕೆ ವಿಧಾನಮಂಡಲದ ಅನುಮೋದನೆ ಪಡೆದು ರಾಜ್ಯಪಾಲರ ಒಪ್ಪಿಗೆಯನ್ನು ಪಡೆಯಲಾಗಿದ್ದು, ಈ ಅಧಿನಿಯಮದ ಕಾನೂನು ರೂಪಿಸುವ ಪ್ರಕ್ರಿಯೆ ಇನ್ನು ಒಂದೂವರೆ ತಿಂಗಳಲ್ಲಿ ಪೂರ್ಣಗೊಳ್ಳಲಿದೆ ಎಂದು ಗ್ರಾಮೀಣಾಭಿವೃದ್ಧಿ ಹಾಗೂ ಪಂಚಾಯತ್ ರಾಜ್, ಐಟಿ-ಬಿಟಿ ಸಚಿವ ಪ್ರಿಯಾಂಕ ಖರ್ಗೆ ವಿಧಾನಸಭೆಯಲ್ಲಿ ಹೇಳಿದರು. bbox=[63, 242, 218, 349]
issue-info: Volume: 04 || Issue: 16 || 16- Aug-2025 || Pages: 08 || Price: 15/- bbox=[558, 50, 914, 64]
article-3-rule bbox=[548, 802, 886, 804]
